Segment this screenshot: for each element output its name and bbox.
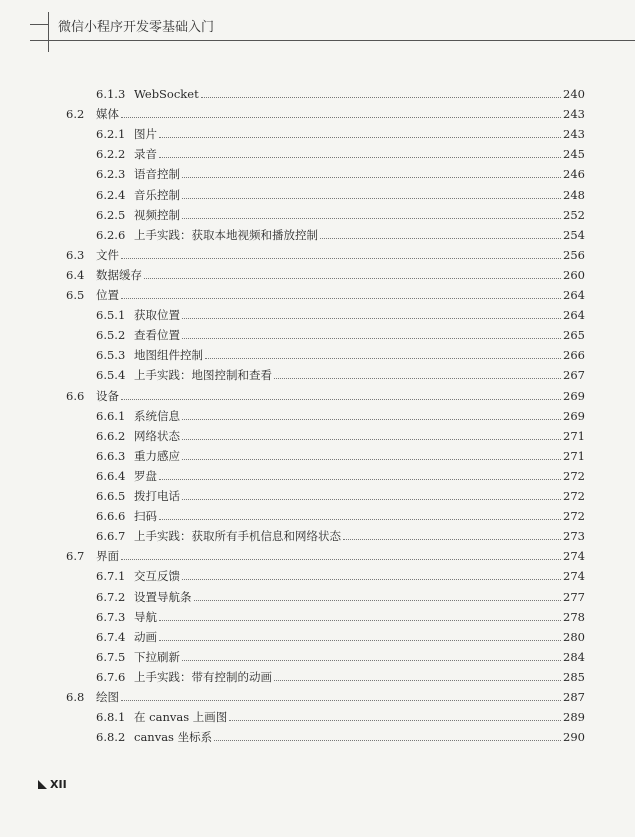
toc-entry-page: 273: [563, 529, 585, 544]
toc-leader-dots: [182, 337, 561, 339]
footer-triangle-icon: [38, 780, 47, 789]
toc-leader-dots: [121, 398, 561, 400]
toc-entry-number: 6.7.3: [96, 609, 126, 624]
toc-entry-title: 重力感应: [134, 448, 180, 463]
toc-entry-number: 6.6.2: [96, 428, 126, 443]
toc-leader-dots: [159, 619, 561, 621]
toc-entry-title: 上手实践：获取本地视频和播放控制: [134, 227, 318, 242]
toc-entry-page: 264: [563, 288, 585, 302]
toc-entry-number: 6.7.1: [96, 569, 126, 584]
toc-entry-number: 6.5.4: [96, 368, 126, 383]
toc-entry-page: 243: [563, 127, 585, 142]
toc-entry-number: 6.6.1: [96, 408, 126, 423]
toc-entry-number: 6.6: [66, 388, 85, 403]
toc-entry-number: 6.3: [66, 247, 85, 262]
toc-leader-dots: [159, 478, 561, 480]
toc-entry-number: 6.8: [66, 690, 85, 704]
toc-entry-page: 290: [563, 730, 585, 745]
toc-entry-title: 数据缓存: [96, 267, 142, 282]
toc-leader-dots: [274, 679, 561, 681]
toc-leader-dots: [274, 377, 561, 379]
toc-entry-page: 277: [563, 589, 585, 604]
toc-entry-title: 地图组件控制: [134, 348, 203, 363]
toc-entry[interactable]: [96, 566, 585, 586]
toc-entry-number: 6.2: [66, 107, 85, 122]
toc-leader-dots: [159, 639, 561, 641]
toc-entry-title: 交互反馈: [134, 569, 180, 584]
toc-entry-page: 252: [563, 207, 585, 222]
page-footer: [38, 778, 67, 791]
toc-entry-title: 设备: [96, 388, 119, 403]
toc-leader-dots: [121, 297, 561, 299]
toc-entry-number: 6.5.1: [96, 308, 126, 323]
toc-entry-title: 录音: [134, 147, 157, 162]
toc-entry-number: 6.7: [66, 549, 85, 564]
toc-entry[interactable]: [96, 486, 585, 506]
toc-entry[interactable]: [96, 84, 585, 104]
toc-entry-page: 266: [563, 348, 585, 363]
toc-entry[interactable]: [96, 164, 585, 184]
toc-entry[interactable]: [66, 104, 585, 124]
toc-entry-title: 下拉刷新: [134, 649, 180, 664]
toc-entry[interactable]: [96, 707, 585, 727]
toc-entry-title: canvas 坐标系: [134, 730, 213, 745]
toc-leader-dots: [159, 518, 561, 520]
toc-entry-number: 6.4: [66, 267, 85, 282]
toc-entry-page: 272: [563, 489, 585, 503]
toc-leader-dots: [182, 458, 561, 460]
toc-entry-title: 绘图: [96, 690, 119, 704]
toc-leader-dots: [182, 498, 561, 500]
toc-entry-title: 在 canvas 上画图: [134, 710, 228, 725]
toc-entry-number: 6.2.1: [96, 127, 126, 142]
toc-leader-dots: [343, 538, 561, 540]
toc-entry-title: 查看位置: [134, 328, 180, 343]
toc-entry-page: 240: [563, 87, 585, 101]
toc-entry-number: 6.2.4: [96, 187, 126, 202]
page-number: XII: [50, 778, 67, 791]
toc-entry[interactable]: [66, 687, 585, 707]
toc-entry[interactable]: [96, 426, 585, 446]
toc-entry-number: 6.6.7: [96, 529, 126, 544]
toc-leader-dots: [182, 438, 561, 440]
toc-leader-dots: [201, 96, 561, 98]
toc-entry-number: 6.7.4: [96, 629, 126, 644]
toc-entry-title: 网络状态: [134, 428, 180, 443]
toc-entry-page: 287: [563, 690, 585, 704]
toc-leader-dots: [182, 317, 561, 319]
toc-entry[interactable]: [66, 285, 585, 305]
toc-entry[interactable]: [66, 245, 585, 265]
toc-entry-title: 扫码: [134, 509, 157, 524]
toc-entry-page: 267: [563, 368, 585, 383]
toc-entry-number: 6.5.2: [96, 328, 126, 343]
toc-entry[interactable]: [66, 386, 585, 406]
toc-entry-page: 243: [563, 107, 585, 122]
toc-leader-dots: [159, 156, 561, 158]
toc-entry-page: 246: [563, 167, 585, 182]
toc-entry-page: 284: [563, 649, 585, 664]
toc-entry-page: 272: [563, 468, 585, 483]
toc-leader-dots: [205, 357, 561, 359]
toc-entry-number: 6.7.5: [96, 649, 126, 664]
toc-entry[interactable]: [96, 607, 585, 627]
toc-entry-number: 6.1.3: [96, 87, 126, 101]
toc-entry-page: 265: [563, 328, 585, 343]
toc-entry-title: 界面: [96, 549, 119, 564]
toc-entry[interactable]: [96, 506, 585, 526]
toc-entry-page: 271: [563, 448, 585, 463]
toc-entry[interactable]: [96, 727, 585, 747]
book-title: 微信小程序开发零基础入门: [58, 20, 215, 35]
toc-entry-number: 6.7.6: [96, 669, 126, 684]
toc-leader-dots: [320, 237, 561, 239]
toc-entry-page: 274: [563, 569, 585, 584]
toc-leader-dots: [144, 277, 561, 279]
toc-entry-page: 260: [563, 267, 585, 282]
toc-entry[interactable]: [96, 225, 585, 245]
toc-entry-page: 271: [563, 428, 585, 443]
toc-entry-number: 6.2.2: [96, 147, 126, 162]
toc-entry[interactable]: [96, 446, 585, 466]
toc-entry[interactable]: [96, 305, 585, 325]
toc-entry-title: 音乐控制: [134, 187, 180, 202]
toc-entry[interactable]: [96, 124, 585, 144]
toc-leader-dots: [182, 176, 561, 178]
toc-entry-title: 导航: [134, 609, 157, 624]
toc-entry-title: WebSocket: [134, 87, 199, 101]
toc-entry-page: 280: [563, 629, 585, 644]
toc-entry-title: 动画: [134, 629, 157, 644]
toc-entry-title: 上手实践：获取所有手机信息和网络状态: [134, 529, 341, 544]
toc-entry-title: 位置: [96, 288, 119, 302]
toc-entry-number: 6.5.3: [96, 348, 126, 363]
toc-entry[interactable]: [96, 627, 585, 647]
toc-entry-page: 269: [563, 388, 585, 403]
toc-entry[interactable]: [96, 185, 585, 205]
toc-entry-number: 6.8.2: [96, 730, 126, 745]
toc-leader-dots: [182, 418, 561, 420]
toc-leader-dots: [121, 699, 561, 701]
toc-entry-title: 获取位置: [134, 308, 180, 323]
header-rule-vertical: [48, 12, 49, 52]
toc-entry-title: 上手实践：地图控制和查看: [134, 368, 272, 383]
toc-entry-page: 256: [563, 247, 585, 262]
toc-entry[interactable]: [96, 667, 585, 687]
toc-entry[interactable]: [96, 526, 585, 546]
toc-entry[interactable]: [96, 205, 585, 225]
toc-entry-number: 6.2.3: [96, 167, 126, 182]
toc-entry[interactable]: [96, 144, 585, 164]
toc-leader-dots: [159, 136, 561, 138]
toc-entry[interactable]: [96, 325, 585, 345]
toc-entry-page: 274: [563, 549, 585, 564]
toc-entry-page: 248: [563, 187, 585, 202]
toc-leader-dots: [229, 719, 561, 721]
toc-entry-title: 设置导航条: [134, 589, 192, 604]
toc-leader-dots: [182, 659, 561, 661]
toc-entry[interactable]: [96, 345, 585, 365]
toc-entry-page: 285: [563, 669, 585, 684]
toc-entry-number: 6.5: [66, 288, 85, 302]
toc-entry-number: 6.6.5: [96, 489, 126, 503]
toc-entry-title: 视频控制: [134, 207, 180, 222]
toc-leader-dots: [182, 578, 561, 580]
header-rule: [30, 40, 635, 41]
toc-entry-page: 264: [563, 308, 585, 323]
toc-entry-page: 254: [563, 227, 585, 242]
toc-entry-title: 拨打电话: [134, 489, 180, 503]
toc-entry-title: 图片: [134, 127, 157, 142]
toc-entry[interactable]: [96, 647, 585, 667]
toc-leader-dots: [182, 217, 561, 219]
toc-leader-dots: [121, 257, 561, 259]
toc-entry-page: 245: [563, 147, 585, 162]
toc-entry[interactable]: [96, 587, 585, 607]
page-header: [0, 0, 635, 60]
toc-leader-dots: [214, 739, 561, 741]
toc-entry-number: 6.7.2: [96, 589, 126, 604]
toc-entry[interactable]: [96, 466, 585, 486]
toc-entry[interactable]: [66, 265, 585, 285]
toc-entry-title: 系统信息: [134, 408, 180, 423]
toc-entry-page: 289: [563, 710, 585, 725]
toc-entry-number: 6.6.6: [96, 509, 126, 524]
toc-entry-title: 语音控制: [134, 167, 180, 182]
toc-leader-dots: [121, 116, 561, 118]
toc-leader-dots: [194, 599, 562, 601]
toc-entry-number: 6.6.4: [96, 468, 126, 483]
toc-entry-page: 278: [563, 609, 585, 624]
toc-entry[interactable]: [66, 546, 585, 566]
toc-entry-title: 罗盘: [134, 468, 157, 483]
toc-entry-page: 272: [563, 509, 585, 524]
toc-leader-dots: [121, 558, 561, 560]
toc-leader-dots: [182, 197, 561, 199]
toc-entry-title: 上手实践：带有控制的动画: [134, 669, 272, 684]
header-rule-short: [30, 24, 48, 25]
toc-entry-page: 269: [563, 408, 585, 423]
toc-entry-title: 媒体: [96, 107, 119, 122]
toc-entry[interactable]: [96, 406, 585, 426]
toc-entry-number: 6.6.3: [96, 448, 126, 463]
toc-entry-title: 文件: [96, 247, 119, 262]
toc-entry[interactable]: [96, 365, 585, 385]
toc-entry-number: 6.2.5: [96, 207, 126, 222]
toc-entry-number: 6.8.1: [96, 710, 126, 725]
toc-entry-number: 6.2.6: [96, 227, 126, 242]
